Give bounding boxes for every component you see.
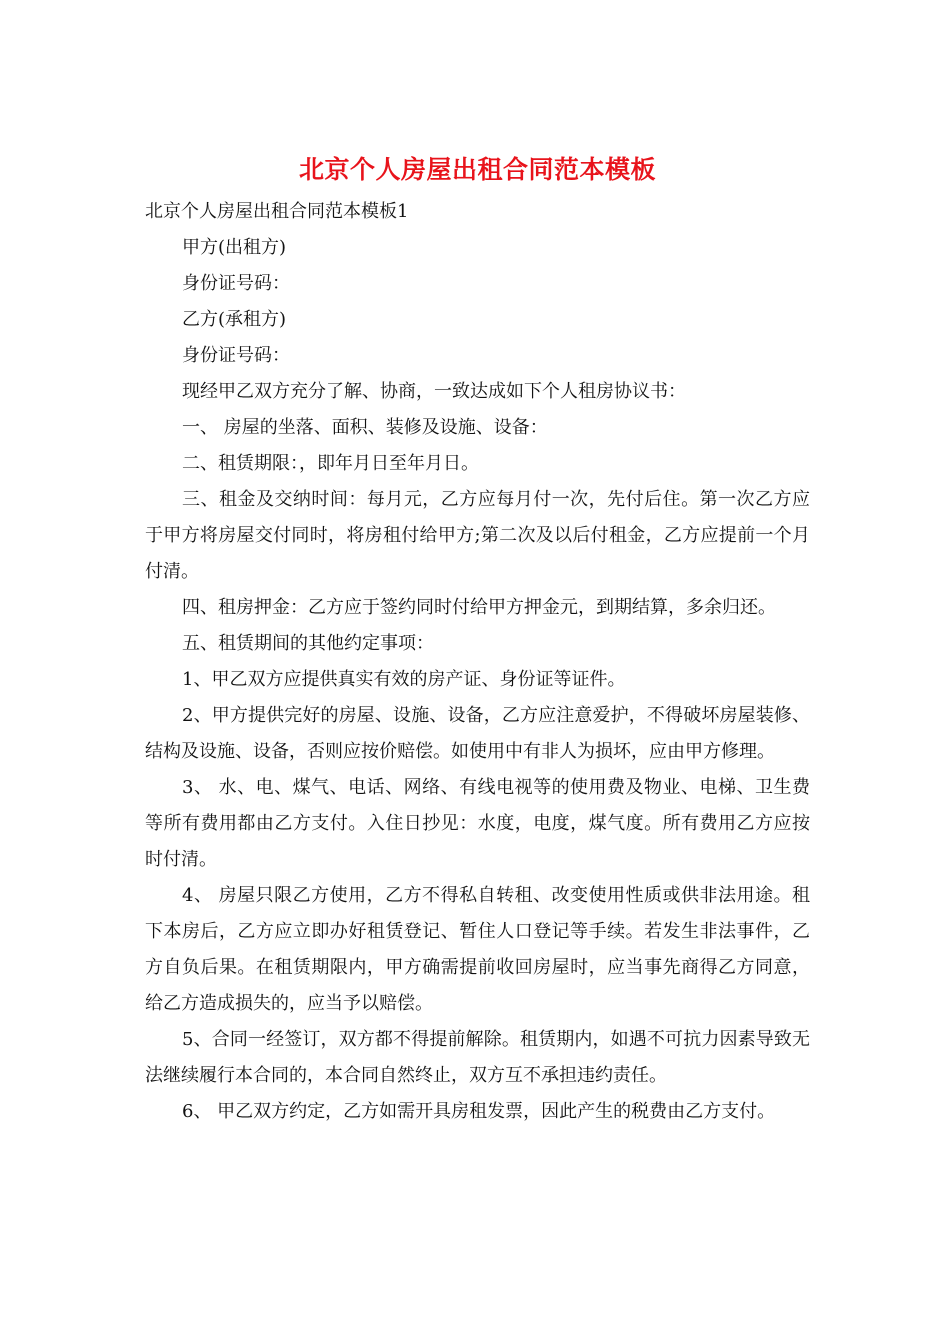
sub-clause-3: 3、 水、电、煤气、电话、网络、有线电视等的使用费及物业、电梯、卫生费等所有费用都由乙方支付。入住日抄见：水度，电度，煤气度。所有费用乙方应按时付清。 [145, 777, 810, 870]
sub-clause-4: 4、 房屋只限乙方使用，乙方不得私自转租、改变使用性质或供非法用途。租下本房后，乙方应立即办好租赁登记、暂住人口登记等手续。若发生非法事件，乙方自负后果。在租赁期限内，甲方确需提前收回房屋时，应当事先商得乙方同意，给乙方造成损失的，应当予以赔偿。 [145, 885, 810, 1014]
clause-3: 三、租金及交纳时间：每月元，乙方应每月付一次，先付后住。第一次乙方应于甲方将房屋交付同时，将房租付给甲方;第二次及以后付租金，乙方应提前一个月付清。 [145, 489, 810, 582]
document-title: 北京个人房屋出租合同范本模板 [298, 155, 656, 184]
sub-clause-5: 5、合同一经签订，双方都不得提前解除。租赁期内，如遇不可抗力因素导致无法继续履行本合同的，本合同自然终止，双方互不承担违约责任。 [145, 1029, 810, 1086]
party-b-id-label: 身份证号码： [182, 345, 290, 366]
document-page [145, 146, 810, 1130]
agreement-intro: 现经甲乙双方充分了解、协商，一致达成如下个人租房协议书： [182, 381, 686, 402]
clause-4: 四、租房押金：乙方应于签约同时付给甲方押金元，到期结算，多余归还。 [182, 597, 776, 618]
document-body [145, 194, 810, 1130]
document-subtitle: 北京个人房屋出租合同范本模板1 [145, 201, 409, 222]
party-b-label: 乙方(承租方) [182, 309, 287, 330]
clause-2: 二、租赁期限：，即年月日至年月日。 [182, 453, 479, 474]
party-a-label: 甲方(出租方) [182, 237, 287, 258]
party-a-id-label: 身份证号码： [182, 273, 290, 294]
sub-clause-1: 1、甲乙双方应提供真实有效的房产证、身份证等证件。 [182, 669, 626, 690]
sub-clause-6: 6、 甲乙双方约定，乙方如需开具房租发票，因此产生的税费由乙方支付。 [182, 1101, 776, 1122]
clause-1: 一、 房屋的坐落、面积、装修及设施、设备： [182, 417, 548, 438]
sub-clause-2: 2、甲方提供完好的房屋、设施、设备，乙方应注意爱护，不得破坏房屋装修、结构及设施、设备，否则应按价赔偿。如使用中有非人为损坏，应由甲方修理。 [145, 705, 810, 762]
clause-5: 五、租赁期间的其他约定事项： [182, 633, 434, 654]
